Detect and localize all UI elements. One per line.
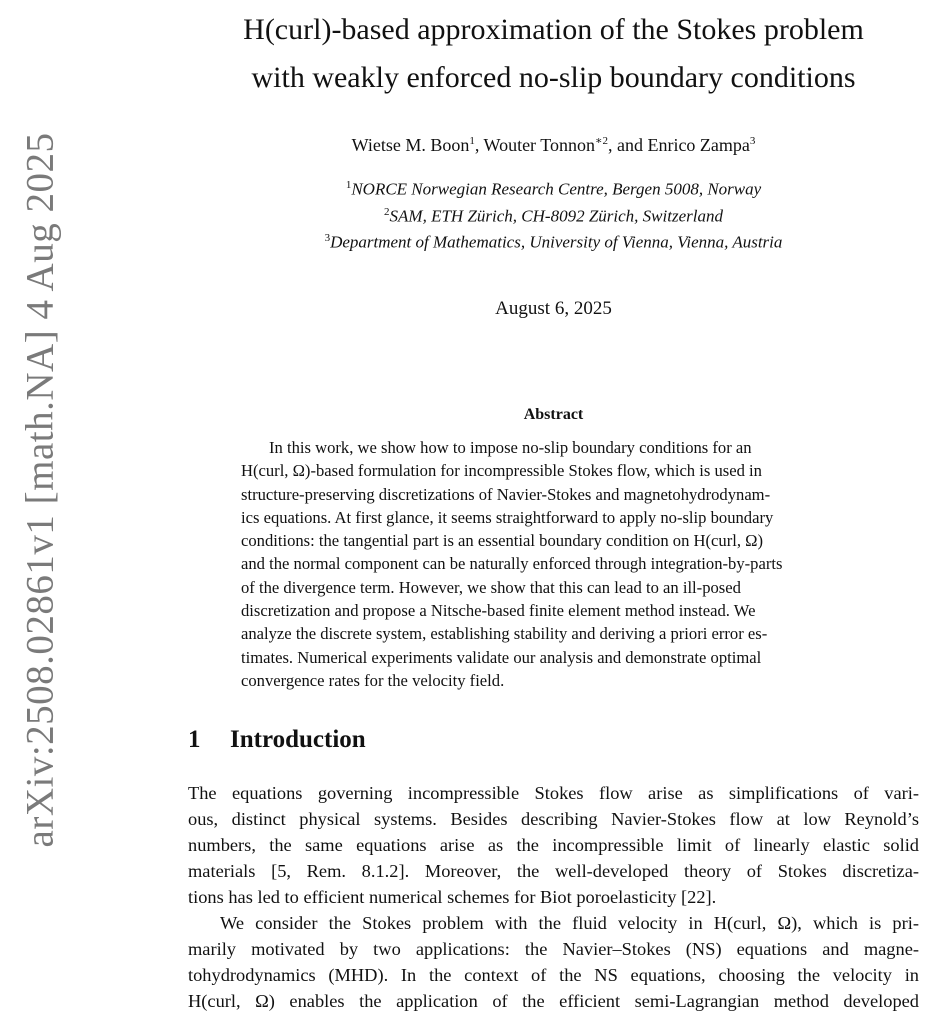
paragraph-line: ous, distinct physical systems. Besides describing Navier-Stokes flow at low Reynold’s: [188, 809, 919, 830]
affiliation-item: [188, 174, 919, 201]
affiliation-text: SAM, ETH Zürich, CH-8092 Zürich, Switzerland: [389, 206, 723, 226]
intro-paragraph-2: [188, 910, 919, 1014]
abstract-line: timates. Numerical experiments validate our analysis and demonstrate optimal: [241, 647, 762, 667]
arxiv-identifier-stamp: [14, 130, 66, 850]
paper-title: [178, 6, 929, 102]
paragraph-line: We consider the Stokes problem with the fluid velocity in H(curl, Ω), which is pri-: [220, 913, 919, 934]
abstract-line: and the normal component can be naturally enforced through integration-by-parts: [241, 554, 783, 574]
abstract-line: discretization and propose a Nitsche-based finite element method instead. We: [241, 601, 756, 621]
affiliation-superscript: 3: [324, 232, 331, 245]
author-name: Enrico Zampa: [647, 135, 750, 155]
author-separator: ,: [474, 135, 484, 155]
abstract-line: H(curl, Ω)-based formulation for incompressible Stokes flow, which is used in: [241, 461, 762, 481]
affiliation-list: [188, 174, 919, 254]
abstract-line: In this work, we show how to impose no-slip boundary conditions for an: [269, 437, 752, 457]
section-number: 1: [188, 726, 201, 754]
abstract-body: [241, 436, 867, 692]
author-superscript: ∗2: [594, 135, 608, 147]
paragraph-line: numbers, the same equations arise as the incompressible limit of linearly elastic solid: [188, 835, 919, 856]
section-title: Introduction: [230, 726, 366, 754]
affiliation-superscript: 1: [345, 179, 352, 191]
affiliation-text: NORCE Norwegian Research Centre, Bergen 5008, Norway: [351, 179, 762, 199]
title-line-2: with weakly enforced no-slip boundary conditions: [251, 61, 856, 94]
abstract-line: of the divergence term. However, we show that this can lead to an ill-posed: [241, 577, 741, 597]
author-list: [188, 128, 919, 158]
arxiv-id-text: arXiv:2508.02861v1 [math.NA] 4 Aug 2025: [18, 132, 62, 848]
paragraph-line: tions has led to efficient numerical schemes for Biot poroelasticity [22].: [188, 887, 717, 908]
abstract-line: structure-preserving discretizations of Navier-Stokes and magnetohydrodynam-: [241, 484, 771, 504]
affiliation-item: [188, 201, 919, 228]
abstract-line: analyze the discrete system, establishing stability and deriving a priori error es-: [241, 624, 768, 644]
author-name: Wouter Tonnon: [483, 135, 595, 155]
paragraph-line: marily motivated by two applications: the Navier–Stokes (NS) equations and magne-: [188, 939, 919, 960]
paper-page: [188, 0, 919, 1014]
intro-paragraph-1: [188, 780, 919, 910]
author-superscript: 1: [469, 135, 475, 147]
affiliation-superscript: 2: [384, 205, 390, 218]
paper-date: August 6, 2025: [495, 297, 612, 319]
abstract-line: ics equations. At first glance, it seems straightforward to apply no-slip boundary: [241, 507, 774, 527]
paragraph-line: tohydrodynamics (MHD). In the context of the NS equations, choosing the velocity in: [188, 965, 919, 986]
abstract-heading: Abstract: [523, 405, 584, 423]
section-heading: [188, 726, 919, 754]
author-superscript: 3: [749, 135, 756, 147]
abstract-line: convergence rates for the velocity field.: [241, 670, 505, 690]
paragraph-line: materials [5, Rem. 8.1.2]. Moreover, the well-developed theory of Stokes discretiza-: [188, 861, 919, 882]
affiliation-item: [188, 227, 919, 254]
author-name: Wietse M. Boon: [351, 135, 470, 155]
title-line-1: H(curl)-based approximation of the Stokes problem: [243, 13, 864, 46]
abstract-line: conditions: the tangential part is an essential boundary condition on H(curl, Ω): [241, 531, 764, 551]
paragraph-line: H(curl, Ω) enables the application of the efficient semi-Lagrangian method developed: [188, 991, 919, 1012]
affiliation-text: Department of Mathematics, University of Vienna, Vienna, Austria: [330, 232, 783, 252]
author-separator: , and: [607, 135, 648, 155]
paragraph-line: The equations governing incompressible Stokes flow arise as simplifications of vari-: [188, 783, 919, 804]
